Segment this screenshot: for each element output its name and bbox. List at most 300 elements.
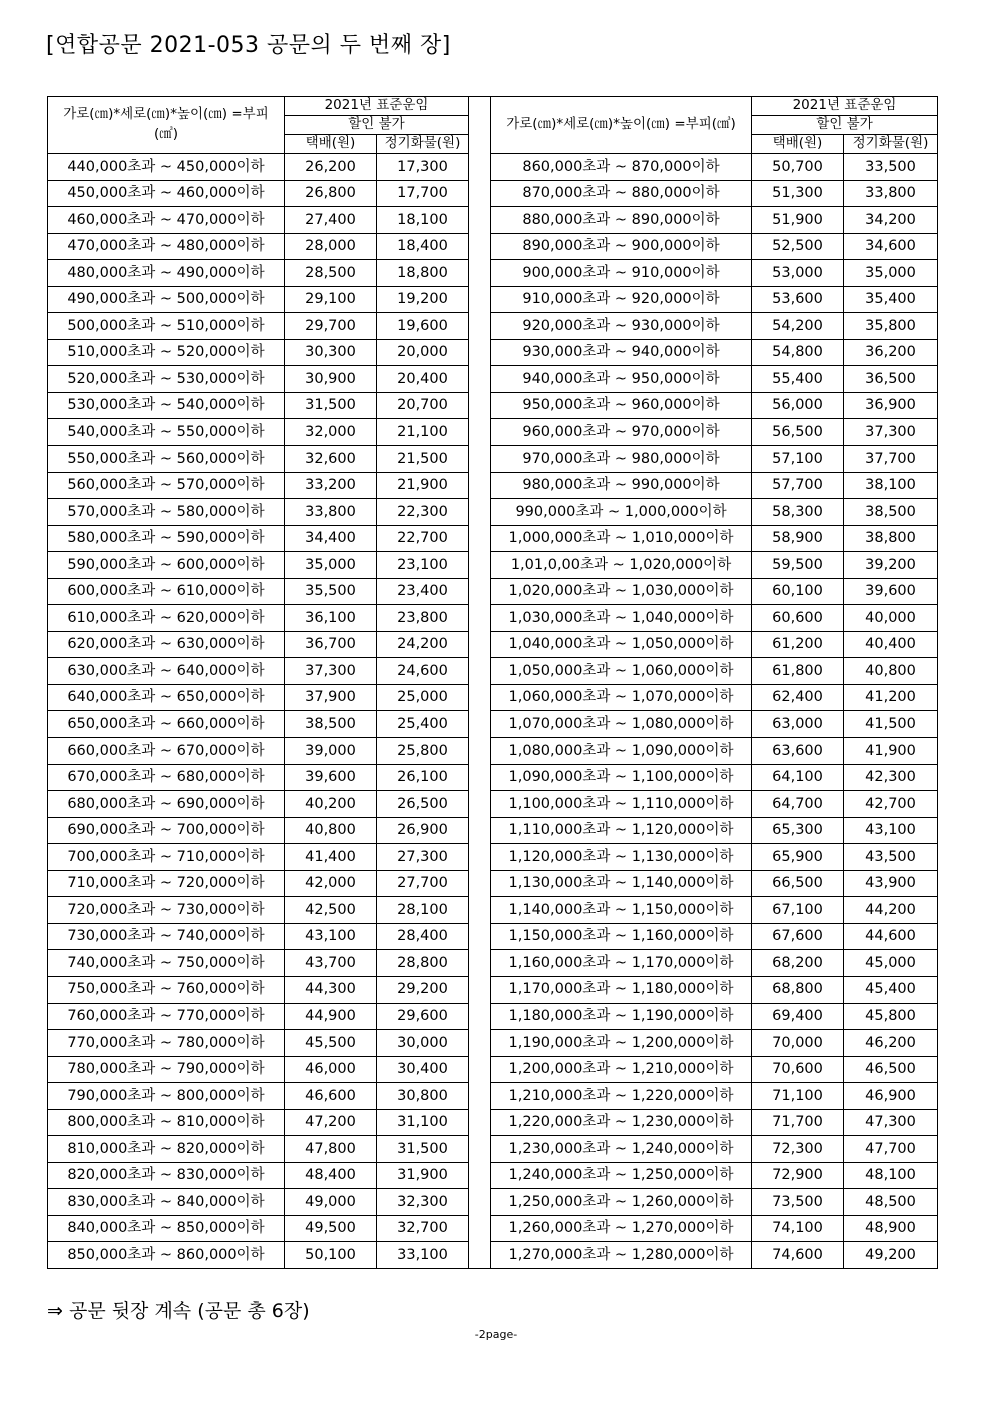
column-gap: [469, 684, 491, 711]
parcel-cell-left: 27,400: [285, 207, 377, 234]
parcel-cell-right: 54,800: [752, 339, 844, 366]
parcel-cell-right: 51,900: [752, 207, 844, 234]
parcel-cell-left: 31,500: [285, 392, 377, 419]
range-cell-left: 830,000초과 ~ 840,000이하: [48, 1189, 285, 1216]
discount-header-left: 할인 불가: [285, 116, 469, 135]
regular-cell-right: 40,000: [844, 605, 938, 632]
column-gap: [469, 764, 491, 791]
column-gap: [469, 366, 491, 393]
regular-cell-left: 30,400: [377, 1056, 469, 1083]
parcel-cell-left: 30,300: [285, 339, 377, 366]
parcel-cell-right: 54,200: [752, 313, 844, 340]
parcel-cell-left: 42,500: [285, 897, 377, 924]
parcel-cell-right: 65,900: [752, 844, 844, 871]
table-row: [48, 260, 938, 287]
regular-cell-right: 41,900: [844, 738, 938, 765]
parcel-cell-left: 29,700: [285, 313, 377, 340]
table-row: [48, 1003, 938, 1030]
regular-cell-left: 18,400: [377, 233, 469, 260]
range-cell-left: 810,000초과 ~ 820,000이하: [48, 1136, 285, 1163]
parcel-cell-left: 40,200: [285, 791, 377, 818]
column-gap: [469, 180, 491, 207]
range-cell-right: 980,000초과 ~ 990,000이하: [491, 472, 752, 499]
parcel-cell-left: 47,200: [285, 1109, 377, 1136]
parcel-cell-left: 30,900: [285, 366, 377, 393]
range-cell-left: 440,000초과 ~ 450,000이하: [48, 154, 285, 181]
regular-cell-right: 49,200: [844, 1242, 938, 1269]
table-row: [48, 552, 938, 579]
regular-cell-left: 20,000: [377, 339, 469, 366]
regular-cell-right: 38,500: [844, 499, 938, 526]
parcel-cell-right: 65,300: [752, 817, 844, 844]
range-cell-left: 620,000초과 ~ 630,000이하: [48, 631, 285, 658]
range-cell-right: 1,060,000초과 ~ 1,070,000이하: [491, 684, 752, 711]
parcel-cell-left: 26,800: [285, 180, 377, 207]
regular-cell-left: 23,400: [377, 578, 469, 605]
regular-cell-right: 44,200: [844, 897, 938, 924]
range-cell-left: 520,000초과 ~ 530,000이하: [48, 366, 285, 393]
regular-cell-right: 46,200: [844, 1030, 938, 1057]
regular-cell-left: 31,500: [377, 1136, 469, 1163]
column-gap: [469, 605, 491, 632]
regular-cell-right: 44,600: [844, 923, 938, 950]
regular-cell-right: 46,900: [844, 1083, 938, 1110]
column-gap: [469, 578, 491, 605]
regular-cell-left: 26,900: [377, 817, 469, 844]
range-cell-right: 950,000초과 ~ 960,000이하: [491, 392, 752, 419]
range-cell-right: 880,000초과 ~ 890,000이하: [491, 207, 752, 234]
parcel-cell-right: 60,600: [752, 605, 844, 632]
table-row: [48, 923, 938, 950]
parcel-cell-left: 43,100: [285, 923, 377, 950]
regular-cell-left: 24,600: [377, 658, 469, 685]
range-cell-left: 480,000초과 ~ 490,000이하: [48, 260, 285, 287]
regular-cell-right: 48,500: [844, 1189, 938, 1216]
parcel-cell-left: 28,000: [285, 233, 377, 260]
regular-cell-left: 28,400: [377, 923, 469, 950]
range-cell-right: 1,090,000초과 ~ 1,100,000이하: [491, 764, 752, 791]
regular-cell-left: 18,100: [377, 207, 469, 234]
table-row: [48, 525, 938, 552]
parcel-cell-right: 66,500: [752, 870, 844, 897]
regular-cell-right: 40,400: [844, 631, 938, 658]
table-row: [48, 578, 938, 605]
table-row: [48, 950, 938, 977]
column-gap: [469, 1242, 491, 1269]
regular-cell-left: 21,900: [377, 472, 469, 499]
document-title: [연합공문 2021-053 공문의 두 번째 장]: [46, 33, 451, 58]
column-gap: [469, 711, 491, 738]
regular-cell-left: 22,700: [377, 525, 469, 552]
range-cell-right: 1,270,000초과 ~ 1,280,000이하: [491, 1242, 752, 1269]
table-row: [48, 313, 938, 340]
column-gap: [469, 897, 491, 924]
regular-cell-right: 43,100: [844, 817, 938, 844]
range-cell-left: 760,000초과 ~ 770,000이하: [48, 1003, 285, 1030]
range-cell-left: 720,000초과 ~ 730,000이하: [48, 897, 285, 924]
table-row: [48, 631, 938, 658]
regular-cell-left: 21,100: [377, 419, 469, 446]
regular-cell-left: 20,400: [377, 366, 469, 393]
table-row: [48, 844, 938, 871]
column-gap: [469, 207, 491, 234]
table-row: [48, 1189, 938, 1216]
range-cell-left: 610,000초과 ~ 620,000이하: [48, 605, 285, 632]
column-gap: [469, 791, 491, 818]
regular-cell-left: 25,400: [377, 711, 469, 738]
column-gap: [469, 1189, 491, 1216]
range-cell-left: 840,000초과 ~ 850,000이하: [48, 1215, 285, 1242]
parcel-cell-left: 38,500: [285, 711, 377, 738]
parcel-cell-left: 29,100: [285, 286, 377, 313]
regular-cell-left: 26,100: [377, 764, 469, 791]
parcel-cell-right: 58,300: [752, 499, 844, 526]
parcel-cell-right: 61,800: [752, 658, 844, 685]
parcel-cell-left: 33,200: [285, 472, 377, 499]
parcel-cell-left: 49,500: [285, 1215, 377, 1242]
parcel-cell-left: 49,000: [285, 1189, 377, 1216]
range-cell-left: 670,000초과 ~ 680,000이하: [48, 764, 285, 791]
regular-cell-right: 45,800: [844, 1003, 938, 1030]
column-gap: [469, 339, 491, 366]
range-cell-left: 580,000초과 ~ 590,000이하: [48, 525, 285, 552]
range-cell-left: 470,000초과 ~ 480,000이하: [48, 233, 285, 260]
rate-table: [47, 96, 938, 1269]
parcel-cell-right: 73,500: [752, 1189, 844, 1216]
column-gap: [469, 1083, 491, 1110]
range-cell-left: 800,000초과 ~ 810,000이하: [48, 1109, 285, 1136]
column-gap: [469, 844, 491, 871]
regular-cell-right: 47,300: [844, 1109, 938, 1136]
table-row: [48, 976, 938, 1003]
range-cell-left: 680,000초과 ~ 690,000이하: [48, 791, 285, 818]
range-cell-right: 900,000초과 ~ 910,000이하: [491, 260, 752, 287]
table-row: [48, 392, 938, 419]
parcel-cell-left: 26,200: [285, 154, 377, 181]
parcel-cell-left: 39,600: [285, 764, 377, 791]
regular-cell-right: 41,200: [844, 684, 938, 711]
regular-cell-left: 17,300: [377, 154, 469, 181]
table-row: [48, 1162, 938, 1189]
range-cell-right: 1,110,000초과 ~ 1,120,000이하: [491, 817, 752, 844]
range-cell-right: 1,210,000초과 ~ 1,220,000이하: [491, 1083, 752, 1110]
column-gap: [469, 472, 491, 499]
range-cell-left: 500,000초과 ~ 510,000이하: [48, 313, 285, 340]
parcel-cell-right: 72,300: [752, 1136, 844, 1163]
regular-cell-left: 28,800: [377, 950, 469, 977]
parcel-cell-right: 71,700: [752, 1109, 844, 1136]
parcel-cell-left: 37,300: [285, 658, 377, 685]
range-cell-right: 970,000초과 ~ 980,000이하: [491, 446, 752, 473]
column-gap: [469, 1162, 491, 1189]
rate-group-header-right: 2021년 표준운임: [752, 97, 938, 116]
table-row: [48, 658, 938, 685]
parcel-cell-left: 39,000: [285, 738, 377, 765]
regular-cell-left: 26,500: [377, 791, 469, 818]
parcel-cell-right: 63,600: [752, 738, 844, 765]
parcel-cell-left: 48,400: [285, 1162, 377, 1189]
regular-cell-left: 33,100: [377, 1242, 469, 1269]
parcel-cell-right: 59,500: [752, 552, 844, 579]
regular-cell-right: 35,000: [844, 260, 938, 287]
column-gap: [469, 1056, 491, 1083]
range-cell-left: 640,000초과 ~ 650,000이하: [48, 684, 285, 711]
range-cell-left: 660,000초과 ~ 670,000이하: [48, 738, 285, 765]
range-cell-right: 960,000초과 ~ 970,000이하: [491, 419, 752, 446]
column-gap: [469, 817, 491, 844]
range-cell-left: 510,000초과 ~ 520,000이하: [48, 339, 285, 366]
table-row: [48, 366, 938, 393]
dimension-header-left: 가로(㎝)*세로(㎝)*높이(㎝) =부피(㎤): [48, 97, 285, 154]
continuation-note: ⇒ 공문 뒷장 계속 (공문 총 6장): [47, 1300, 310, 1322]
column-gap: [469, 419, 491, 446]
range-cell-left: 540,000초과 ~ 550,000이하: [48, 419, 285, 446]
range-cell-right: 1,130,000초과 ~ 1,140,000이하: [491, 870, 752, 897]
regular-cell-right: 35,800: [844, 313, 938, 340]
regular-cell-left: 27,300: [377, 844, 469, 871]
parcel-cell-left: 32,600: [285, 446, 377, 473]
table-row: [48, 1136, 938, 1163]
parcel-cell-left: 32,000: [285, 419, 377, 446]
regular-cell-left: 30,000: [377, 1030, 469, 1057]
regular-cell-left: 29,200: [377, 976, 469, 1003]
parcel-cell-right: 50,700: [752, 154, 844, 181]
regular-cell-right: 39,600: [844, 578, 938, 605]
parcel-cell-right: 57,700: [752, 472, 844, 499]
range-cell-right: 1,040,000초과 ~ 1,050,000이하: [491, 631, 752, 658]
table-row: [48, 180, 938, 207]
regular-cell-right: 35,400: [844, 286, 938, 313]
range-cell-right: 1,200,000초과 ~ 1,210,000이하: [491, 1056, 752, 1083]
range-cell-left: 530,000초과 ~ 540,000이하: [48, 392, 285, 419]
range-cell-left: 790,000초과 ~ 800,000이하: [48, 1083, 285, 1110]
range-cell-right: 1,140,000초과 ~ 1,150,000이하: [491, 897, 752, 924]
column-gap: [469, 313, 491, 340]
range-cell-right: 870,000초과 ~ 880,000이하: [491, 180, 752, 207]
regular-cell-left: 21,500: [377, 446, 469, 473]
regular-cell-left: 23,100: [377, 552, 469, 579]
parcel-cell-right: 70,600: [752, 1056, 844, 1083]
table-row: [48, 1109, 938, 1136]
column-gap: [469, 392, 491, 419]
parcel-cell-right: 72,900: [752, 1162, 844, 1189]
parcel-cell-left: 35,500: [285, 578, 377, 605]
parcel-cell-right: 53,000: [752, 260, 844, 287]
regular-cell-left: 19,200: [377, 286, 469, 313]
regular-header-right: 정기화물(원): [844, 135, 938, 154]
range-cell-right: 1,260,000초과 ~ 1,270,000이하: [491, 1215, 752, 1242]
range-cell-left: 560,000초과 ~ 570,000이하: [48, 472, 285, 499]
range-cell-left: 600,000초과 ~ 610,000이하: [48, 578, 285, 605]
range-cell-right: 910,000초과 ~ 920,000이하: [491, 286, 752, 313]
regular-cell-right: 42,700: [844, 791, 938, 818]
parcel-cell-right: 51,300: [752, 180, 844, 207]
parcel-cell-right: 53,600: [752, 286, 844, 313]
regular-cell-left: 27,700: [377, 870, 469, 897]
rate-group-header-left: 2021년 표준운임: [285, 97, 469, 116]
range-cell-left: 630,000초과 ~ 640,000이하: [48, 658, 285, 685]
column-gap: [469, 446, 491, 473]
regular-cell-right: 39,200: [844, 552, 938, 579]
regular-cell-right: 34,200: [844, 207, 938, 234]
range-cell-right: 1,190,000초과 ~ 1,200,000이하: [491, 1030, 752, 1057]
regular-cell-left: 32,700: [377, 1215, 469, 1242]
regular-cell-right: 36,200: [844, 339, 938, 366]
range-cell-left: 590,000초과 ~ 600,000이하: [48, 552, 285, 579]
table-row: [48, 233, 938, 260]
range-cell-left: 750,000초과 ~ 760,000이하: [48, 976, 285, 1003]
range-cell-left: 690,000초과 ~ 700,000이하: [48, 817, 285, 844]
range-cell-right: 1,080,000초과 ~ 1,090,000이하: [491, 738, 752, 765]
table-row: [48, 1056, 938, 1083]
parcel-header-left: 택배(원): [285, 135, 377, 154]
table-row: [48, 791, 938, 818]
parcel-cell-left: 28,500: [285, 260, 377, 287]
range-cell-right: 920,000초과 ~ 930,000이하: [491, 313, 752, 340]
table-row: [48, 1030, 938, 1057]
parcel-cell-right: 67,100: [752, 897, 844, 924]
column-gap: [469, 870, 491, 897]
column-gap: [469, 260, 491, 287]
parcel-cell-left: 46,600: [285, 1083, 377, 1110]
range-cell-left: 820,000초과 ~ 830,000이하: [48, 1162, 285, 1189]
parcel-cell-left: 36,700: [285, 631, 377, 658]
range-cell-right: 1,250,000초과 ~ 1,260,000이하: [491, 1189, 752, 1216]
range-cell-right: 1,120,000초과 ~ 1,130,000이하: [491, 844, 752, 871]
regular-cell-left: 20,700: [377, 392, 469, 419]
parcel-cell-left: 44,300: [285, 976, 377, 1003]
column-gap: [469, 1109, 491, 1136]
regular-cell-right: 37,700: [844, 446, 938, 473]
table-row: [48, 870, 938, 897]
column-gap: [469, 552, 491, 579]
range-cell-left: 710,000초과 ~ 720,000이하: [48, 870, 285, 897]
regular-cell-left: 25,800: [377, 738, 469, 765]
column-gap: [469, 631, 491, 658]
table-row: [48, 339, 938, 366]
regular-cell-left: 25,000: [377, 684, 469, 711]
regular-cell-left: 18,800: [377, 260, 469, 287]
column-gap: [469, 154, 491, 181]
range-cell-right: 1,030,000초과 ~ 1,040,000이하: [491, 605, 752, 632]
regular-cell-left: 29,600: [377, 1003, 469, 1030]
parcel-cell-right: 74,600: [752, 1242, 844, 1269]
table-row: [48, 472, 938, 499]
page-number: -2page-: [474, 1328, 518, 1341]
column-gap: [469, 97, 491, 154]
regular-cell-right: 45,400: [844, 976, 938, 1003]
range-cell-left: 460,000초과 ~ 470,000이하: [48, 207, 285, 234]
column-gap: [469, 1030, 491, 1057]
parcel-cell-right: 63,000: [752, 711, 844, 738]
range-cell-left: 780,000초과 ~ 790,000이하: [48, 1056, 285, 1083]
table-row: [48, 1242, 938, 1269]
regular-cell-left: 24,200: [377, 631, 469, 658]
parcel-cell-left: 44,900: [285, 1003, 377, 1030]
range-cell-right: 1,050,000초과 ~ 1,060,000이하: [491, 658, 752, 685]
regular-cell-right: 43,500: [844, 844, 938, 871]
regular-cell-left: 31,100: [377, 1109, 469, 1136]
range-cell-left: 550,000초과 ~ 560,000이하: [48, 446, 285, 473]
parcel-cell-right: 64,700: [752, 791, 844, 818]
range-cell-right: 1,170,000초과 ~ 1,180,000이하: [491, 976, 752, 1003]
discount-header-right: 할인 불가: [752, 116, 938, 135]
parcel-cell-right: 71,100: [752, 1083, 844, 1110]
table-row: [48, 446, 938, 473]
regular-cell-right: 38,800: [844, 525, 938, 552]
column-gap: [469, 1215, 491, 1242]
parcel-cell-right: 62,400: [752, 684, 844, 711]
range-cell-left: 770,000초과 ~ 780,000이하: [48, 1030, 285, 1057]
range-cell-right: 940,000초과 ~ 950,000이하: [491, 366, 752, 393]
table-row: [48, 1215, 938, 1242]
table-row: [48, 419, 938, 446]
table-row: [48, 499, 938, 526]
parcel-cell-left: 45,500: [285, 1030, 377, 1057]
regular-cell-right: 43,900: [844, 870, 938, 897]
parcel-cell-left: 34,400: [285, 525, 377, 552]
range-cell-right: 990,000초과 ~ 1,000,000이하: [491, 499, 752, 526]
range-cell-right: 1,230,000초과 ~ 1,240,000이하: [491, 1136, 752, 1163]
table-row: [48, 764, 938, 791]
table-row: [48, 154, 938, 181]
column-gap: [469, 950, 491, 977]
parcel-cell-right: 68,800: [752, 976, 844, 1003]
column-gap: [469, 738, 491, 765]
parcel-cell-left: 40,800: [285, 817, 377, 844]
parcel-cell-left: 50,100: [285, 1242, 377, 1269]
regular-cell-right: 46,500: [844, 1056, 938, 1083]
table-row: [48, 605, 938, 632]
column-gap: [469, 658, 491, 685]
range-cell-left: 730,000초과 ~ 740,000이하: [48, 923, 285, 950]
range-cell-right: 1,020,000초과 ~ 1,030,000이하: [491, 578, 752, 605]
regular-cell-left: 30,800: [377, 1083, 469, 1110]
column-gap: [469, 499, 491, 526]
table-row: [48, 207, 938, 234]
range-cell-left: 450,000초과 ~ 460,000이하: [48, 180, 285, 207]
regular-cell-left: 28,100: [377, 897, 469, 924]
parcel-cell-left: 41,400: [285, 844, 377, 871]
regular-cell-left: 32,300: [377, 1189, 469, 1216]
column-gap: [469, 233, 491, 260]
parcel-cell-left: 35,000: [285, 552, 377, 579]
column-gap: [469, 525, 491, 552]
regular-cell-right: 38,100: [844, 472, 938, 499]
range-cell-right: 1,180,000초과 ~ 1,190,000이하: [491, 1003, 752, 1030]
parcel-cell-left: 33,800: [285, 499, 377, 526]
range-cell-right: 1,100,000초과 ~ 1,110,000이하: [491, 791, 752, 818]
regular-cell-right: 45,000: [844, 950, 938, 977]
parcel-cell-right: 74,100: [752, 1215, 844, 1242]
range-cell-right: 1,160,000초과 ~ 1,170,000이하: [491, 950, 752, 977]
column-gap: [469, 923, 491, 950]
regular-cell-right: 36,900: [844, 392, 938, 419]
parcel-cell-right: 67,600: [752, 923, 844, 950]
table-row: [48, 286, 938, 313]
parcel-cell-right: 56,000: [752, 392, 844, 419]
parcel-cell-right: 52,500: [752, 233, 844, 260]
parcel-cell-left: 37,900: [285, 684, 377, 711]
regular-cell-right: 33,500: [844, 154, 938, 181]
parcel-cell-right: 69,400: [752, 1003, 844, 1030]
table-row: [48, 738, 938, 765]
table-row: [48, 684, 938, 711]
regular-cell-right: 34,600: [844, 233, 938, 260]
parcel-cell-left: 47,800: [285, 1136, 377, 1163]
regular-cell-right: 42,300: [844, 764, 938, 791]
column-gap: [469, 976, 491, 1003]
